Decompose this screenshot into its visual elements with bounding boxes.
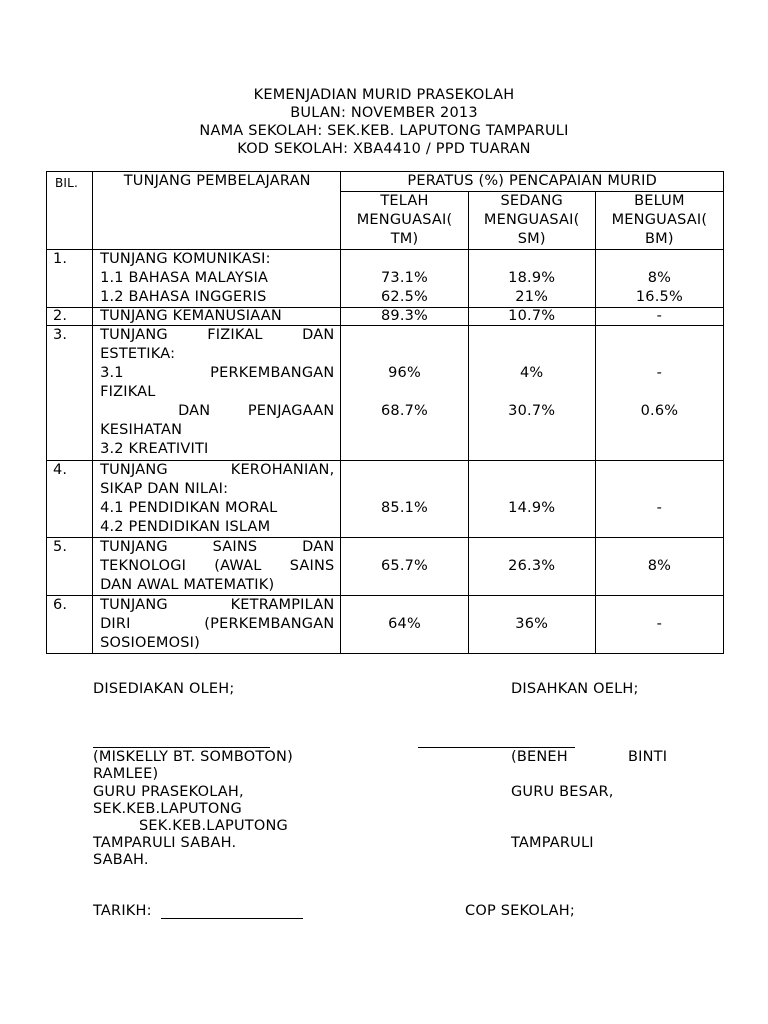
row-tunjang: TUNJANG KOMUNIKASI: 1.1 BAHASA MALAYSIA 1.2 BAHASA INGGERIS <box>93 250 341 308</box>
table-row <box>47 596 724 654</box>
preparer-school-line2: SEK.KEB.LAPUTONG <box>139 818 288 834</box>
achievement-table <box>46 171 724 654</box>
row-bil: 4. <box>47 461 93 538</box>
date-line <box>161 918 303 919</box>
row-bil: 1. <box>47 250 93 308</box>
row-bm: - <box>595 596 723 654</box>
row-bm: - 0.6% <box>595 326 723 461</box>
table-row <box>47 538 724 596</box>
row-tm: 85.1% <box>341 461 468 538</box>
document-header <box>0 86 768 158</box>
header-tm: TELAH MENGUASAI( TM) <box>341 192 468 250</box>
row-bil: 5. <box>47 538 93 596</box>
table-row <box>47 461 724 538</box>
header-bil: BIL. <box>47 172 93 250</box>
row-tunjang: TUNJANG SAINS DAN TEKNOLOGI (AWAL SAINS DAN AWAL MATEMATIK) <box>93 538 341 596</box>
row-sm: 4% 30.7% <box>468 326 595 461</box>
table-row <box>47 326 724 461</box>
preparer-name: (MISKELLY BT. SOMBOTON) <box>93 749 293 765</box>
stamp-label: COP SEKOLAH; <box>465 903 575 919</box>
header-bm: BELUM MENGUASAI( BM) <box>595 192 723 250</box>
row-bil: 6. <box>47 596 93 654</box>
approver-signature-line <box>418 747 575 748</box>
preparer-place: TAMPARULI SABAH. <box>93 835 237 851</box>
header-sm: SEDANG MENGUASAI( SM) <box>468 192 595 250</box>
name-continuation: RAMLEE) <box>93 766 159 782</box>
row-sm: 36% <box>468 596 595 654</box>
table-row <box>47 250 724 308</box>
header-peratus: PERATUS (%) PENCAPAIAN MURID <box>341 172 724 192</box>
school-name: NAMA SEKOLAH: SEK.KEB. LAPUTONG TAMPARULI <box>199 123 569 139</box>
row-bil: 3. <box>47 326 93 461</box>
prepared-by-label: DISEDIAKAN OLEH; <box>93 681 235 697</box>
row-tunjang: TUNJANG KEMANUSIAAN <box>93 308 341 326</box>
row-bm: - <box>595 308 723 326</box>
row-tm: 73.1% 62.5% <box>341 250 468 308</box>
row-sm: 18.9% 21% <box>468 250 595 308</box>
approver-role: GURU BESAR, <box>511 784 614 800</box>
approver-name-second: BINTI <box>628 749 668 765</box>
row-sm: 26.3% <box>468 538 595 596</box>
row-tunjang: TUNJANG KEROHANIAN, SIKAP DAN NILAI: 4.1 PENDIDIKAN MORAL 4.2 PENDIDIKAN ISLAM <box>93 461 341 538</box>
row-sm: 14.9% <box>468 461 595 538</box>
school-code: KOD SEKOLAH: XBA4410 / PPD TUARAN <box>237 141 531 157</box>
row-bm: 8% 16.5% <box>595 250 723 308</box>
header-tunjang: TUNJANG PEMBELAJARAN <box>93 172 341 250</box>
approver-place: TAMPARULI <box>511 835 594 851</box>
row-tunjang: TUNJANG FIZIKAL DAN ESTETIKA: 3.1 PERKEMBANGAN FIZIKAL DAN PENJAGAAN KESIHATAN 3.2 KREATIVITI <box>93 326 341 461</box>
report-title: KEMENJADIAN MURID PRASEKOLAH <box>253 87 515 103</box>
approved-by-label: DISAHKAN OELH; <box>511 681 639 697</box>
row-tm: 64% <box>341 596 468 654</box>
preparer-signature-line <box>93 747 270 748</box>
row-bil: 2. <box>47 308 93 326</box>
preparer-role: GURU PRASEKOLAH, <box>93 784 244 800</box>
row-sm: 10.7% <box>468 308 595 326</box>
row-tm: 89.3% <box>341 308 468 326</box>
preparer-school-line1: SEK.KEB.LAPUTONG <box>93 801 242 817</box>
row-bm: - <box>595 461 723 538</box>
row-bm: 8% <box>595 538 723 596</box>
row-tunjang: TUNJANG KETRAMPILAN DIRI (PERKEMBANGAN SOSIOEMOSI) <box>93 596 341 654</box>
row-tm: 65.7% <box>341 538 468 596</box>
row-tm: 96% 68.7% <box>341 326 468 461</box>
date-label: TARIKH: <box>93 903 152 919</box>
table-row <box>47 308 724 326</box>
report-month: BULAN: NOVEMBER 2013 <box>290 105 478 121</box>
preparer-state: SABAH. <box>93 852 149 868</box>
approver-name-first: (BENEH <box>511 749 568 765</box>
